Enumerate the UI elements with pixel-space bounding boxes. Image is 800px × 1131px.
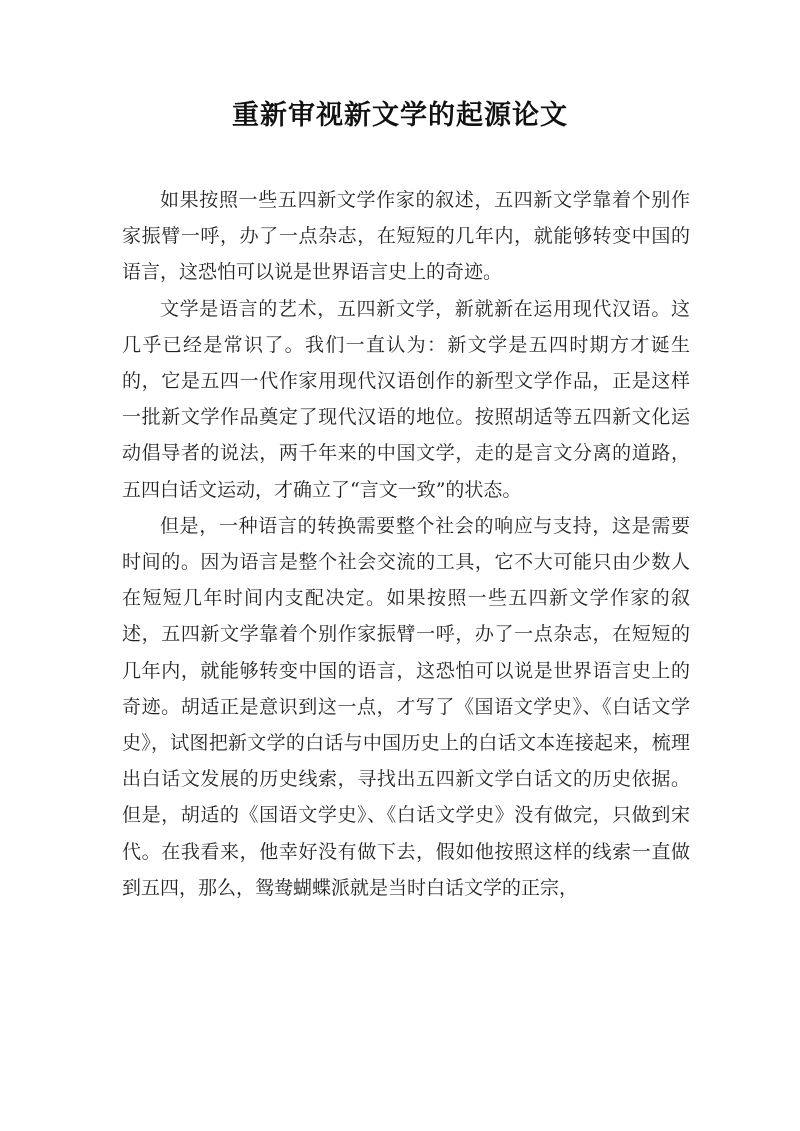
document-title: 重新审视新文学的起源论文 <box>232 100 568 131</box>
paragraph-3: 但是，一种语言的转换需要整个社会的响应与支持，这是需要时间的。因为语言是整个社会交流的工具，它不大可能只由少数人在短短几年时间内支配决定。如果按照一些五四新文学作家的叙述，五四新文学靠着个别作家振臂一呼，办了一点杂志，在短短的几年内，就能够转变中国的语言，这恐怕可以说是世界语言史上的奇迹。胡适正是意识到这一点，才写了《国语文学史》、《白话文学史》，试图把新文学的白话与中国历史上的白话文本连接起来，梳理出白话文发展的历史线索，寻找出五四新文学白话文的历史依据。但是，胡适的《国语文学史》、《白话文学史》没有做完，只做到宋代。在我看来，他幸好没有做下去，假如他按照这样的线索一直做到五四，那么，鸳鸯蝴蝶派就是当时白话文学的正宗， <box>122 514 690 899</box>
document-body <box>122 182 690 906</box>
paragraph-2: 文学是语言的艺术，五四新文学，新就新在运用现代汉语。这几乎已经是常识了。我们一直认为：新文学是五四时期方才诞生的，它是五四一代作家用现代汉语创作的新型文学作品，正是这样一批新文学作品奠定了现代汉语的地位。按照胡适等五四新文化运动倡导者的说法，两千年来的中国文学，走的是言文分离的道路，五四白话文运动，才确立了“言文一致”的状态。 <box>122 297 690 501</box>
paragraph-1: 如果按照一些五四新文学作家的叙述，五四新文学靠着个别作家振臂一呼，办了一点杂志，在短短的几年内，就能够转变中国的语言，这恐怕可以说是世界语言史上的奇迹。 <box>122 189 690 284</box>
